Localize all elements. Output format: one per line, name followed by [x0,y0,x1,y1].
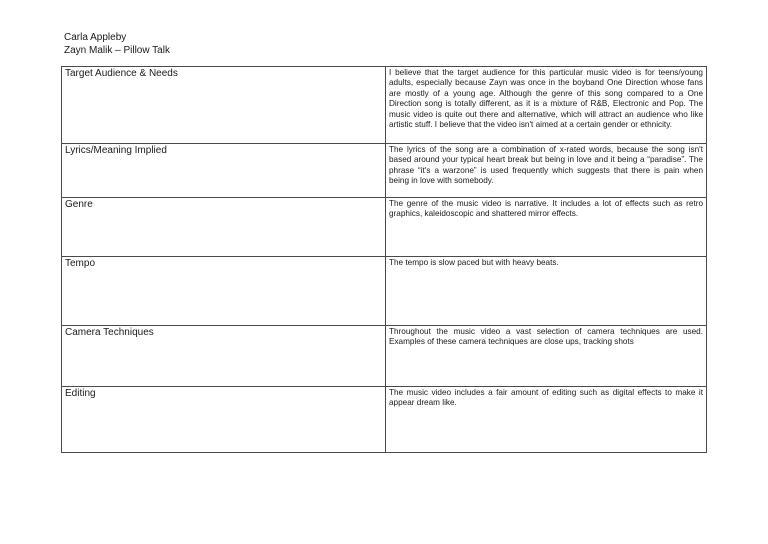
row-text-camera-techniques: Throughout the music video a vast selection of camera techniques are used. Examples of these camera techniques are close ups, tracking shots [386,326,707,387]
row-text-editing: The music video includes a fair amount of editing such as digital effects to make it appear dream like. [386,387,707,453]
table-row [62,67,707,144]
table-row [62,257,707,326]
table-row [62,387,707,453]
row-label-genre: Genre [62,198,386,257]
row-label-tempo: Tempo [62,257,386,326]
row-text-tempo: The tempo is slow paced but with heavy beats. [386,257,707,326]
document-header [64,32,170,57]
row-text-lyrics: The lyrics of the song are a combination of x-rated words, because the song isn't based around your typical heart break but being in love and it being a “paradise”. The phrase “it's a warzone” is used frequently which suggests that there is pain when being in love with somebody. [386,144,707,198]
row-label-target-audience: Target Audience & Needs [62,67,386,144]
row-text-genre: The genre of the music video is narrative. It includes a lot of effects such as retro graphics, kaleidoscopic and shattered mirror effects. [386,198,707,257]
document-subject: Zayn Malik – Pillow Talk [64,44,170,56]
table-row [62,144,707,198]
row-label-lyrics: Lyrics/Meaning Implied [62,144,386,198]
row-text-target-audience: I believe that the target audience for this particular music video is for teens/young adults, especially because Zayn was once in the boyband One Direction whose fans are mostly of a young age. Although the genre of this song compared to a One Direction song is totally different, as it is a mixture of R&B, Electronic and Pop. The music video is quite out there and alternative, which will attract an audience who like artistic stuff. I believe that the video isn't aimed at a certain gender or ethnicity. [386,67,707,144]
author-name: Carla Appleby [64,32,127,43]
table-row [62,326,707,387]
row-label-camera-techniques: Camera Techniques [62,326,386,387]
table-row [62,198,707,257]
analysis-table [61,66,707,453]
row-label-editing: Editing [62,387,386,453]
